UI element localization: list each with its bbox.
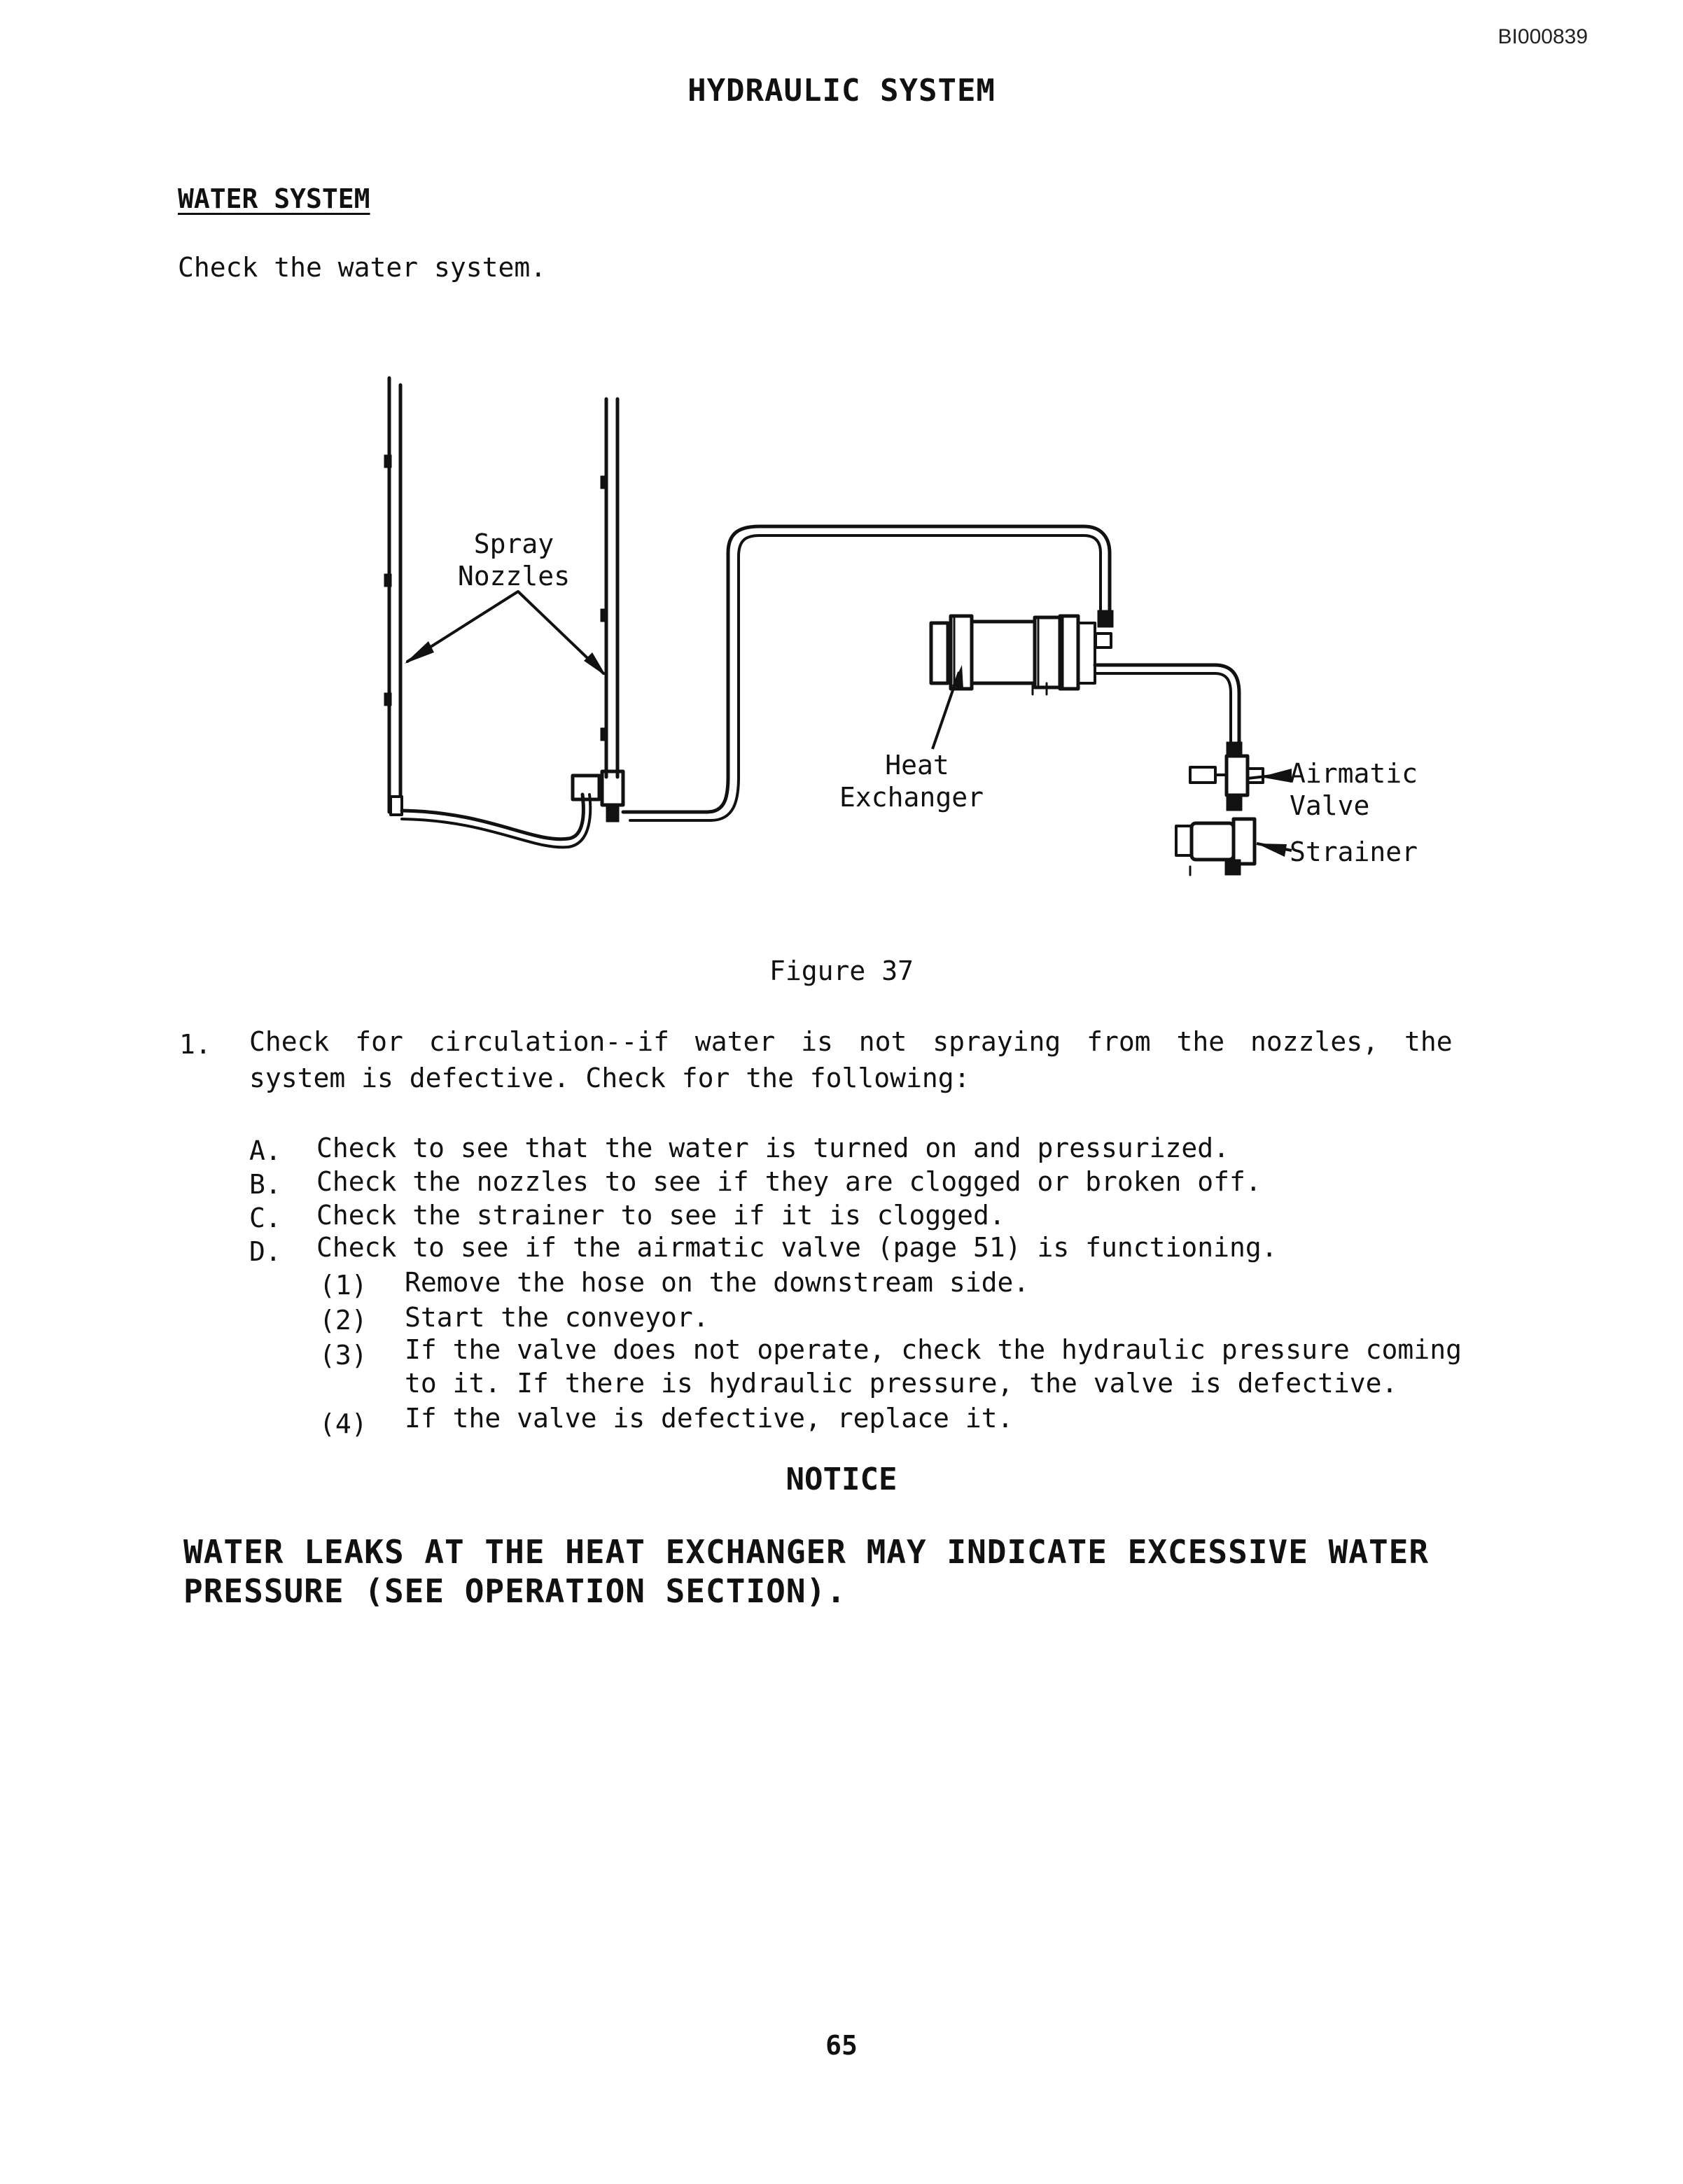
subitem-number: (4) bbox=[319, 1408, 368, 1439]
notice-line-1: WATER LEAKS AT THE HEAT EXCHANGER MAY INDICATE EXCESSIVE WATER bbox=[183, 1533, 1430, 1571]
notice-line-2: PRESSURE (SEE OPERATION SECTION). bbox=[183, 1572, 846, 1610]
item-text: Check to see if the airmatic valve (page 51) is functioning. bbox=[316, 1232, 1278, 1263]
item-letter: A. bbox=[249, 1135, 281, 1166]
subitem-number: (2) bbox=[319, 1305, 368, 1336]
water-system-diagram bbox=[0, 0, 1683, 924]
left-spray-bar bbox=[384, 378, 402, 815]
subitem-number: (3) bbox=[319, 1340, 368, 1371]
figure-caption: Figure 37 bbox=[769, 955, 914, 986]
label-airmatic: Airmatic bbox=[1290, 758, 1418, 789]
tee-fitting bbox=[573, 771, 623, 822]
page-number: 65 bbox=[825, 2030, 858, 2061]
label-heat: Heat bbox=[885, 750, 949, 780]
airmatic-valve bbox=[1190, 742, 1263, 811]
item-text: Check to see that the water is turned on and pressurized. bbox=[316, 1133, 1230, 1163]
notice-heading: NOTICE bbox=[785, 1462, 898, 1497]
item-text: Check the nozzles to see if they are clogged or broken off. bbox=[316, 1166, 1262, 1197]
section-heading: WATER SYSTEM bbox=[178, 183, 370, 214]
right-spray-bar bbox=[601, 399, 617, 777]
step-line-1: Check for circulation--if water is not spraying from the nozzles, the bbox=[249, 1026, 1453, 1057]
document-id: BI000839 bbox=[1497, 25, 1588, 48]
label-valve: Valve bbox=[1290, 790, 1370, 821]
item-letter: D. bbox=[249, 1236, 281, 1267]
label-strainer: Strainer bbox=[1290, 836, 1418, 867]
subitem-number: (1) bbox=[319, 1270, 368, 1301]
step-number: 1. bbox=[179, 1029, 211, 1060]
supply-pipe bbox=[623, 526, 1110, 812]
label-spray: Spray bbox=[473, 528, 554, 559]
spray-nozzles-leader bbox=[407, 592, 603, 673]
subitem-text: to it. If there is hydraulic pressure, the valve is defective. bbox=[405, 1368, 1398, 1399]
item-letter: B. bbox=[249, 1169, 281, 1200]
subitem-text: Remove the hose on the downstream side. bbox=[405, 1267, 1030, 1298]
subitem-text: If the valve is defective, replace it. bbox=[405, 1403, 1014, 1434]
subitem-text: Start the conveyor. bbox=[405, 1302, 709, 1333]
label-exchanger: Exchanger bbox=[839, 782, 984, 813]
subitem-text: If the valve does not operate, check the hydraulic pressure coming bbox=[405, 1334, 1462, 1365]
intro-text: Check the water system. bbox=[178, 252, 547, 283]
outlet-pipe bbox=[1095, 665, 1239, 742]
strainer bbox=[1176, 819, 1255, 875]
page-title: HYDRAULIC SYSTEM bbox=[687, 73, 996, 108]
item-letter: C. bbox=[249, 1203, 281, 1233]
label-nozzles: Nozzles bbox=[457, 561, 571, 592]
step-line-2: system is defective. Check for the following: bbox=[249, 1063, 970, 1093]
item-text: Check the strainer to see if it is clogged. bbox=[316, 1200, 1005, 1231]
